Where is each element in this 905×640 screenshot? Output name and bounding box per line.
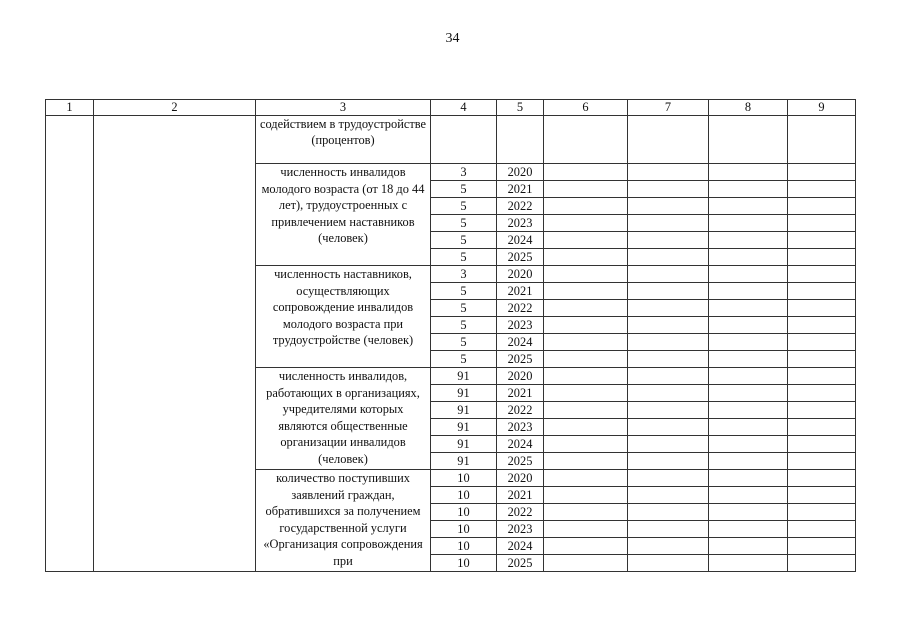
empty-cell <box>544 487 628 504</box>
empty-cell <box>709 249 788 266</box>
empty-cell <box>709 266 788 283</box>
empty-cell <box>544 164 628 181</box>
empty-cell <box>709 181 788 198</box>
empty-cell <box>544 504 628 521</box>
empty-cell <box>709 198 788 215</box>
empty-cell <box>628 419 709 436</box>
empty-cell <box>709 317 788 334</box>
year-cell: 2022 <box>497 402 544 419</box>
empty-cell <box>544 351 628 368</box>
value-cell: 91 <box>431 402 497 419</box>
empty-cell <box>788 487 856 504</box>
indicator-name: количество поступивших заявлений граждан, обратившихся за получением государственной услуги «Организация сопровождения при <box>256 470 431 572</box>
empty-cell <box>709 232 788 249</box>
empty-cell <box>544 419 628 436</box>
empty-cell <box>544 368 628 385</box>
empty-cell <box>544 317 628 334</box>
year-cell: 2025 <box>497 555 544 572</box>
header-col-5: 5 <box>497 100 544 116</box>
header-col-4: 4 <box>431 100 497 116</box>
empty-cell <box>709 521 788 538</box>
value-cell: 5 <box>431 198 497 215</box>
empty-cell <box>788 300 856 317</box>
value-cell: 91 <box>431 419 497 436</box>
empty-cell <box>788 385 856 402</box>
empty-cell <box>788 116 856 164</box>
value-cell: 5 <box>431 249 497 266</box>
empty-cell <box>788 521 856 538</box>
empty-cell <box>709 470 788 487</box>
empty-cell <box>628 504 709 521</box>
empty-cell <box>628 283 709 300</box>
empty-cell <box>709 164 788 181</box>
year-cell: 2023 <box>497 215 544 232</box>
empty-cell <box>628 232 709 249</box>
value-cell: 10 <box>431 521 497 538</box>
year-cell: 2024 <box>497 334 544 351</box>
empty-cell <box>709 368 788 385</box>
value-cell: 5 <box>431 215 497 232</box>
year-cell: 2025 <box>497 249 544 266</box>
empty-cell <box>788 266 856 283</box>
indicator-name: численность наставников, осуществляющих сопровождение инвалидов молодого возраста при трудоустройстве (человек) <box>256 266 431 368</box>
empty-cell <box>544 232 628 249</box>
year-cell: 2021 <box>497 283 544 300</box>
empty-cell <box>628 181 709 198</box>
empty-cell <box>544 521 628 538</box>
header-row <box>46 100 856 116</box>
empty-cell <box>709 487 788 504</box>
year-cell: 2020 <box>497 368 544 385</box>
header-col-9: 9 <box>788 100 856 116</box>
indicators-table <box>45 99 856 572</box>
empty-cell <box>709 283 788 300</box>
year-cell: 2024 <box>497 436 544 453</box>
value-cell: 5 <box>431 232 497 249</box>
year-cell: 2020 <box>497 164 544 181</box>
empty-cell <box>788 334 856 351</box>
empty-cell <box>628 116 709 164</box>
value-cell: 91 <box>431 368 497 385</box>
value-cell: 5 <box>431 181 497 198</box>
empty-cell <box>628 351 709 368</box>
table-row <box>46 116 856 164</box>
col2-cell <box>94 116 256 572</box>
value-cell: 10 <box>431 470 497 487</box>
empty-cell <box>628 198 709 215</box>
year-cell: 2023 <box>497 419 544 436</box>
empty-cell <box>544 249 628 266</box>
empty-cell <box>628 215 709 232</box>
year-cell: 2020 <box>497 266 544 283</box>
year-cell: 2023 <box>497 317 544 334</box>
empty-cell <box>788 402 856 419</box>
empty-cell <box>628 249 709 266</box>
empty-cell <box>709 504 788 521</box>
empty-cell <box>709 436 788 453</box>
empty-cell <box>788 164 856 181</box>
empty-cell <box>709 351 788 368</box>
empty-cell <box>628 487 709 504</box>
value-cell: 91 <box>431 385 497 402</box>
empty-cell <box>788 538 856 555</box>
empty-cell <box>544 402 628 419</box>
header-col-3: 3 <box>256 100 431 116</box>
empty-cell <box>709 555 788 572</box>
value-cell: 5 <box>431 300 497 317</box>
table-body <box>46 116 856 572</box>
header-col-1: 1 <box>46 100 94 116</box>
empty-cell <box>628 266 709 283</box>
empty-cell <box>628 164 709 181</box>
empty-cell <box>788 351 856 368</box>
empty-cell <box>628 385 709 402</box>
empty-cell <box>709 419 788 436</box>
empty-cell <box>628 317 709 334</box>
empty-cell <box>544 283 628 300</box>
year-cell: 2024 <box>497 538 544 555</box>
empty-cell <box>544 453 628 470</box>
year-cell: 2024 <box>497 232 544 249</box>
empty-cell <box>788 436 856 453</box>
indicator-name: численность инвалидов молодого возраста (от 18 до 44 лет), трудоустроенных с привлечением наставников (человек) <box>256 164 431 266</box>
value-cell: 10 <box>431 555 497 572</box>
empty-cell <box>544 334 628 351</box>
empty-cell <box>431 116 497 164</box>
col1-cell <box>46 116 94 572</box>
empty-cell <box>788 215 856 232</box>
empty-cell <box>788 555 856 572</box>
empty-cell <box>544 215 628 232</box>
empty-cell <box>628 453 709 470</box>
empty-cell <box>628 300 709 317</box>
empty-cell <box>544 436 628 453</box>
header-col-2: 2 <box>94 100 256 116</box>
value-cell: 5 <box>431 283 497 300</box>
value-cell: 10 <box>431 538 497 555</box>
empty-cell <box>709 116 788 164</box>
empty-cell <box>628 521 709 538</box>
header-col-6: 6 <box>544 100 628 116</box>
indicator-continuation: содействием в трудоустройстве (процентов) <box>256 116 431 164</box>
value-cell: 5 <box>431 334 497 351</box>
header-col-8: 8 <box>709 100 788 116</box>
empty-cell <box>628 436 709 453</box>
empty-cell <box>709 538 788 555</box>
empty-cell <box>628 538 709 555</box>
value-cell: 5 <box>431 351 497 368</box>
header-col-7: 7 <box>628 100 709 116</box>
empty-cell <box>544 555 628 572</box>
value-cell: 10 <box>431 487 497 504</box>
year-cell: 2023 <box>497 521 544 538</box>
empty-cell <box>709 385 788 402</box>
year-cell: 2022 <box>497 198 544 215</box>
empty-cell <box>709 334 788 351</box>
year-cell: 2022 <box>497 504 544 521</box>
empty-cell <box>628 402 709 419</box>
empty-cell <box>788 317 856 334</box>
value-cell: 5 <box>431 317 497 334</box>
empty-cell <box>788 198 856 215</box>
page-number: 34 <box>445 31 460 46</box>
empty-cell <box>628 368 709 385</box>
empty-cell <box>544 385 628 402</box>
empty-cell <box>544 198 628 215</box>
value-cell: 10 <box>431 504 497 521</box>
empty-cell <box>628 470 709 487</box>
empty-cell <box>788 368 856 385</box>
year-cell: 2021 <box>497 385 544 402</box>
empty-cell <box>709 215 788 232</box>
value-cell: 91 <box>431 453 497 470</box>
empty-cell <box>544 116 628 164</box>
empty-cell <box>544 300 628 317</box>
empty-cell <box>709 453 788 470</box>
empty-cell <box>788 283 856 300</box>
empty-cell <box>544 470 628 487</box>
empty-cell <box>544 181 628 198</box>
empty-cell <box>788 232 856 249</box>
value-cell: 3 <box>431 266 497 283</box>
empty-cell <box>788 504 856 521</box>
empty-cell <box>788 419 856 436</box>
value-cell: 3 <box>431 164 497 181</box>
empty-cell <box>544 266 628 283</box>
year-cell: 2022 <box>497 300 544 317</box>
year-cell: 2021 <box>497 487 544 504</box>
empty-cell <box>788 181 856 198</box>
empty-cell <box>788 470 856 487</box>
year-cell: 2020 <box>497 470 544 487</box>
year-cell: 2021 <box>497 181 544 198</box>
empty-cell <box>628 555 709 572</box>
indicator-name: численность инвалидов, работающих в организациях, учредителями которых являются общественные организации инвалидов (человек) <box>256 368 431 470</box>
empty-cell <box>788 453 856 470</box>
empty-cell <box>497 116 544 164</box>
empty-cell <box>709 300 788 317</box>
empty-cell <box>544 538 628 555</box>
year-cell: 2025 <box>497 351 544 368</box>
empty-cell <box>709 402 788 419</box>
year-cell: 2025 <box>497 453 544 470</box>
empty-cell <box>788 249 856 266</box>
value-cell: 91 <box>431 436 497 453</box>
empty-cell <box>628 334 709 351</box>
